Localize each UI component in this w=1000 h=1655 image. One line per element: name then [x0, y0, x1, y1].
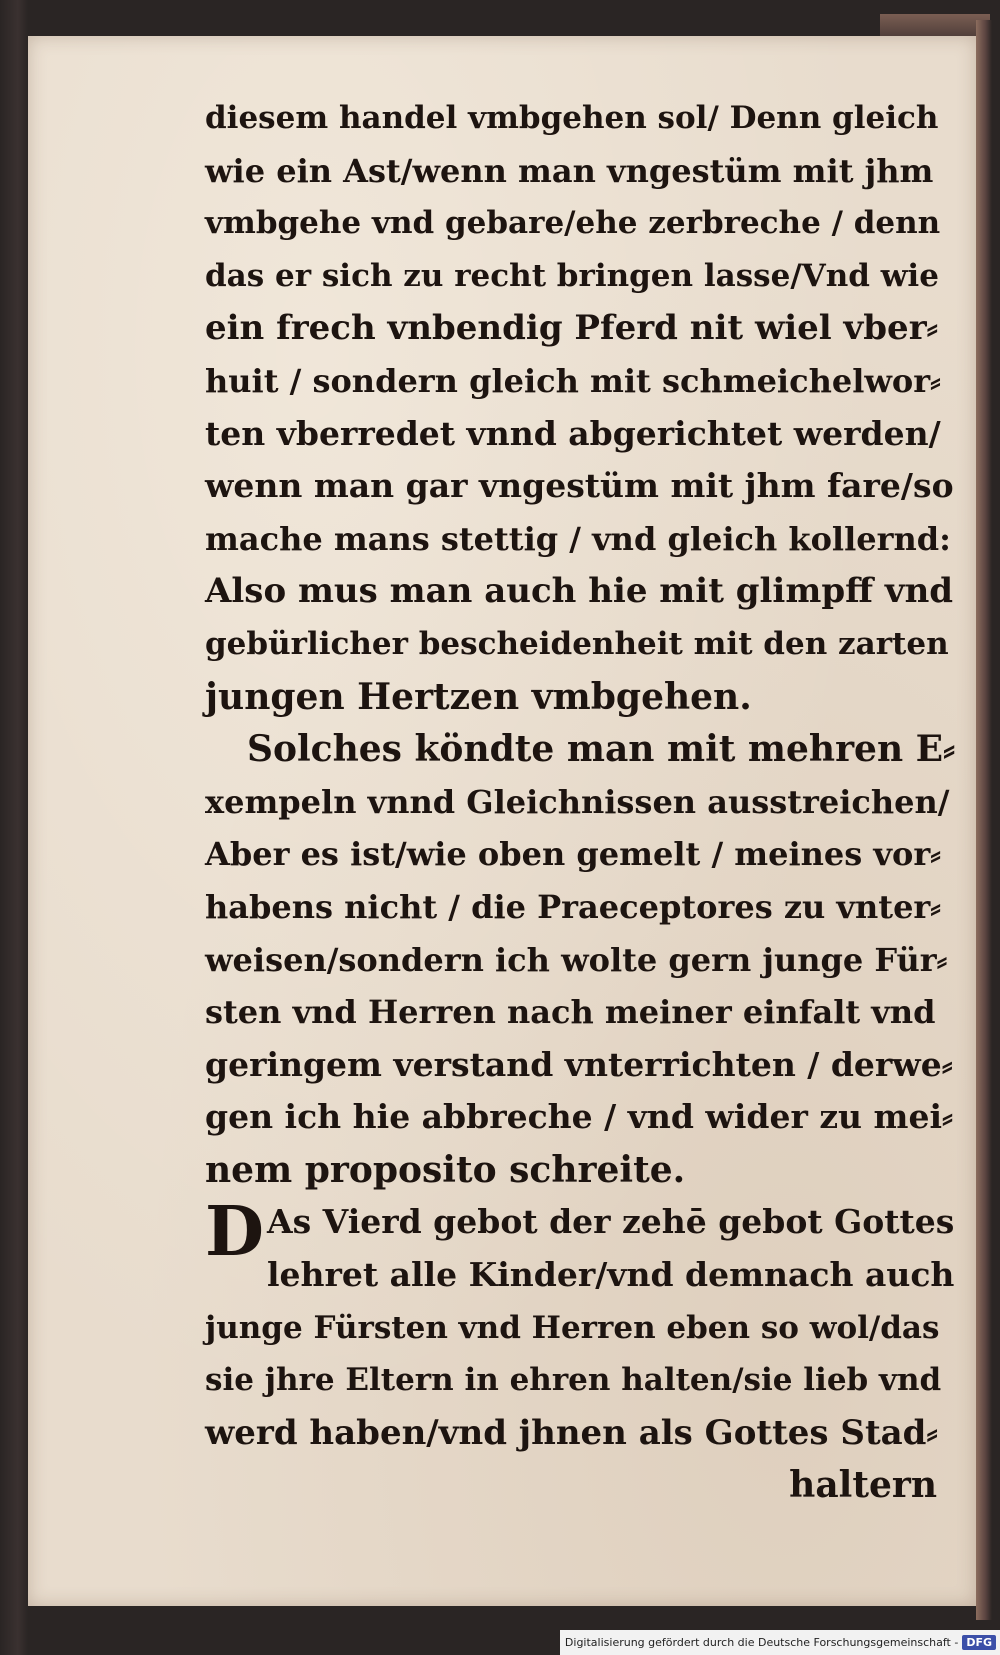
text-line: habens nicht / die Praeceptores zu vnter⸗	[205, 887, 941, 926]
paragraph-first-line: Solches köndte man mit mehren E⸗	[247, 728, 956, 771]
text-line: vmbgehe vnd gebare/ehe zerbreche / denn	[205, 205, 941, 242]
dropcap-paragraph-first-line	[205, 1192, 955, 1273]
digitization-footer	[560, 1630, 1000, 1655]
text-line: gen ich hie abbreche / vnd wider zu mei⸗	[205, 1097, 953, 1137]
catchword: haltern	[789, 1464, 937, 1507]
text-line: gebürlicher bescheidenheit mit den zarten	[205, 625, 949, 662]
text-line: wenn man gar vngestüm mit jhm fare/so	[205, 466, 954, 506]
text-line: nem proposito schreite.	[205, 1148, 686, 1191]
text-line: ein frech vnbendig Pferd nit wiel vber⸗	[205, 308, 938, 349]
text-line: lehret alle Kinder/vnd demnach auch	[267, 1255, 955, 1295]
text-line: weisen/sondern ich wolte gern junge Für⸗	[205, 940, 948, 979]
text-line: ten vberredet vnnd abgerichtet werden/	[205, 413, 941, 453]
text-line: sten vnd Herren nach meiner einfalt vnd	[205, 993, 936, 1032]
text-line: das er sich zu recht bringen lasse/Vnd wie	[205, 257, 939, 294]
text-line: geringem verstand vnterrichten / derwe⸗	[205, 1044, 953, 1084]
dfg-logo: DFG	[962, 1635, 996, 1650]
drop-cap: D	[205, 1192, 264, 1273]
text-line: Also mus man auch hie mit glimpff vnd	[205, 571, 954, 612]
text-line: werd haben/vnd jhnen als Gottes Stad⸗	[205, 1412, 938, 1453]
text-line: diesem handel vmbgehen sol/ Denn gleich	[205, 100, 939, 136]
page-edge-right	[976, 20, 992, 1620]
page-text	[205, 92, 955, 1512]
text-line: Aber es ist/wie oben gemelt / meines vor⸗	[205, 835, 941, 874]
text-line: junge Fürsten vnd Herren eben so wol/das	[205, 1309, 940, 1346]
text-line: xempeln vnnd Gleichnissen ausstreichen/	[205, 782, 950, 821]
text-line: mache mans stettig / vnd gleich kollernd:	[205, 519, 951, 558]
text-line: As Vierd gebot der zehē gebot Gottes	[267, 1202, 955, 1242]
text-line: sie jhre Eltern in ehren halten/sie lieb vnd	[205, 1362, 942, 1399]
text-line: wie ein Ast/wenn man vngestüm mit jhm	[205, 151, 934, 190]
footer-credit-text: Digitalisierung gefördert durch die Deutsche Forschungsgemeinschaft -	[564, 1636, 959, 1649]
text-line: jungen Hertzen vmbgehen.	[205, 675, 752, 718]
text-line: huit / sondern gleich mit schmeichelwor⸗	[205, 361, 941, 400]
